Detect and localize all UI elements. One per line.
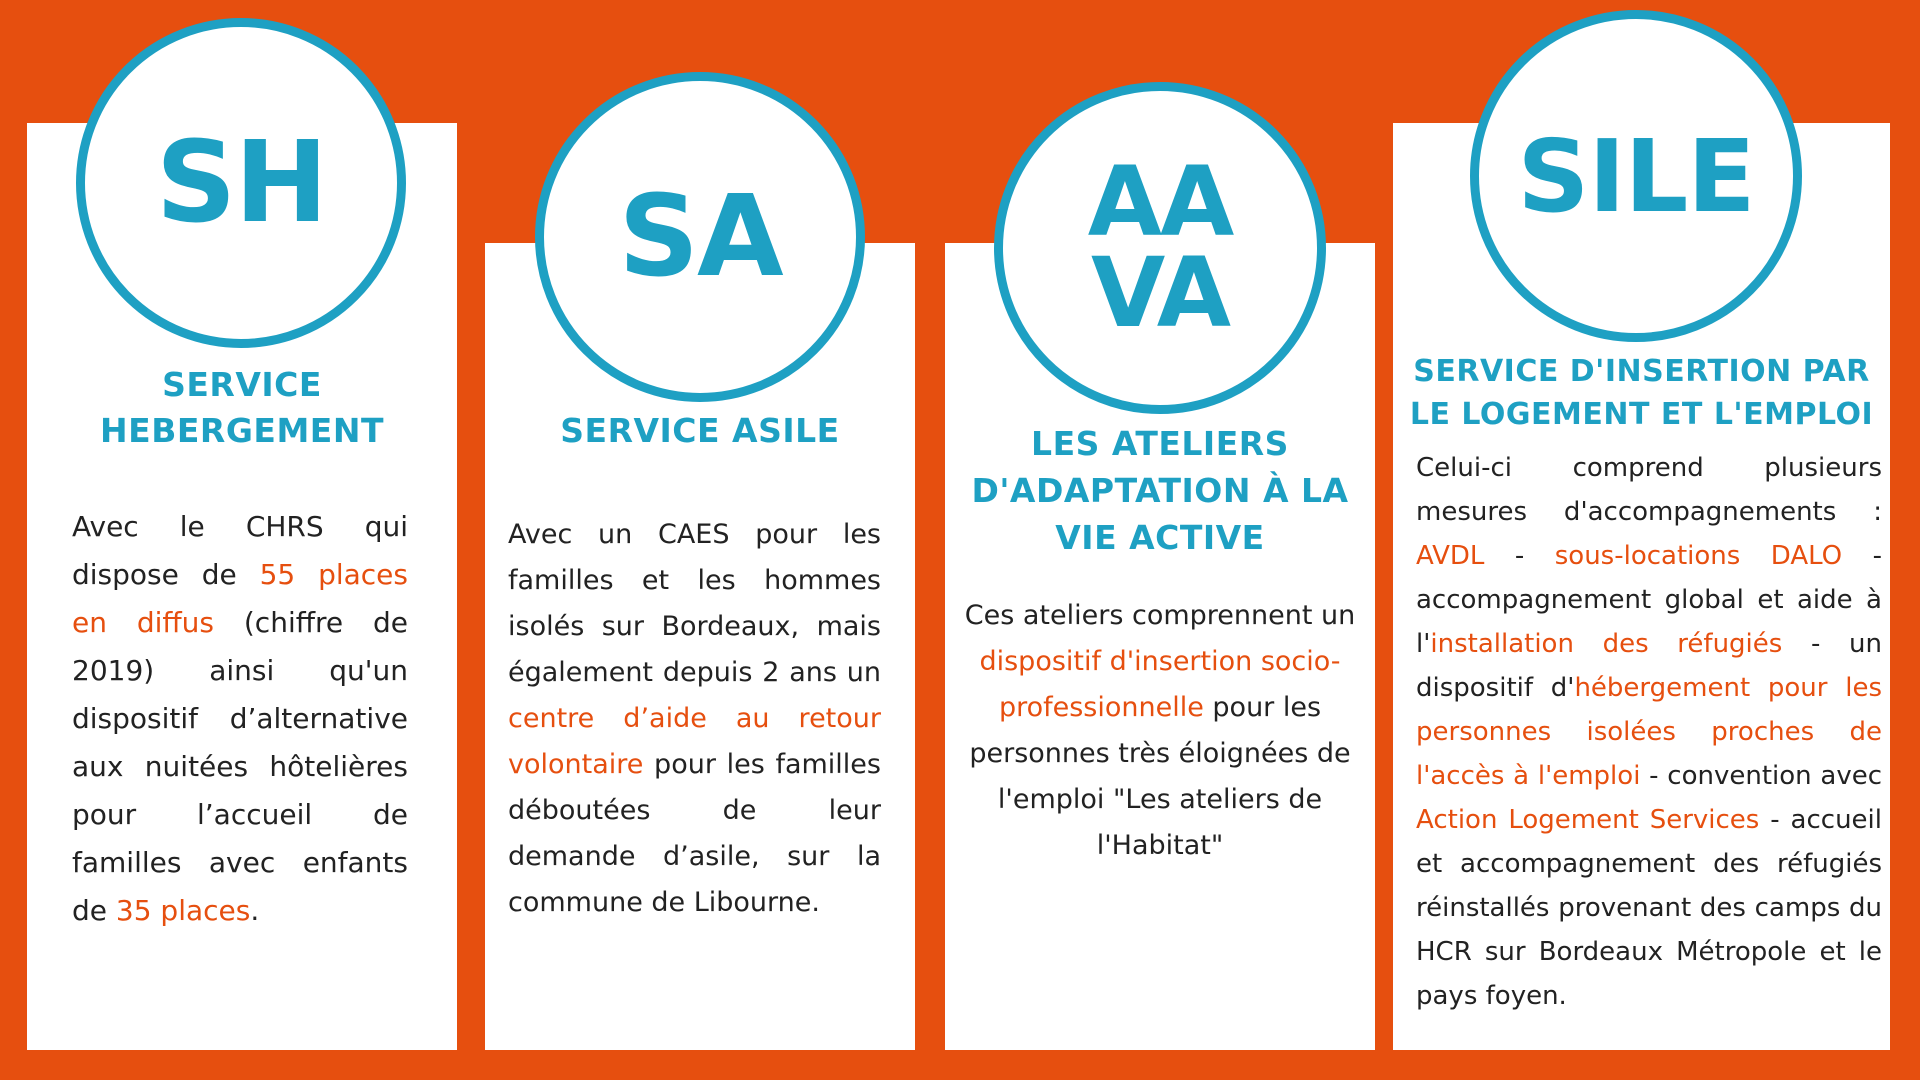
badge-abbr-line: AA xyxy=(1087,145,1233,258)
body-text: pour les personnes très éloignées de l'emploi "Les ateliers de l'Habitat" xyxy=(969,692,1351,861)
highlighted-text: Action Logement Services xyxy=(1416,805,1760,835)
badge-abbr: SA xyxy=(618,171,782,302)
body-text: (chiffre de 2019) ainsi qu'un dispositif d’alternative aux nuitées hôtelières pour l’accueil de familles avec enfants de xyxy=(72,606,408,927)
highlighted-text: 35 places xyxy=(115,894,251,927)
card-description xyxy=(508,512,881,926)
body-text: - convention avec xyxy=(1640,761,1882,791)
badge-abbr: SILE xyxy=(1517,117,1755,235)
body-text: - un dispositif d' xyxy=(1416,629,1882,703)
circle-badge-sile xyxy=(1470,10,1802,342)
title-line: SERVICE ASILE xyxy=(560,411,840,450)
body-text: Ces ateliers comprennent un xyxy=(964,600,1356,631)
body-text: - xyxy=(1484,541,1555,571)
card-title xyxy=(485,408,915,454)
card-description xyxy=(72,503,408,935)
highlighted-text: sous-locations DALO xyxy=(1554,541,1843,571)
card-title xyxy=(27,362,457,454)
body-text: - accueil et accompagnement des réfugiés réinstallés provenant des camps du HCR sur Bordeaux Métropole et le pays foyen. xyxy=(1416,805,1883,1011)
highlighted-text: hébergement pour les personnes isolées proches de l'accès à l'emploi xyxy=(1416,673,1882,791)
body-text: - accompagnement global et aide à l' xyxy=(1416,541,1882,659)
title-line: LES ATELIERS xyxy=(1031,424,1289,463)
badge-abbr-line: VA xyxy=(1090,237,1230,349)
card-description xyxy=(1416,446,1882,1018)
highlighted-text: installation des réfugiés xyxy=(1430,629,1783,659)
circle-badge-aava xyxy=(994,82,1326,414)
badge-abbr: SH xyxy=(155,117,327,248)
title-line: LE LOGEMENT ET L'EMPLOI xyxy=(1409,397,1874,432)
body-text: . xyxy=(250,894,260,927)
highlighted-text: centre d’aide au retour volontaire xyxy=(508,703,881,780)
title-line: VIE ACTIVE xyxy=(1055,518,1265,557)
highlighted-text: AVDL xyxy=(1416,541,1485,571)
title-line: SERVICE xyxy=(162,365,322,404)
circle-badge-sh xyxy=(76,18,406,348)
title-line: SERVICE D'INSERTION PAR xyxy=(1413,354,1870,389)
title-line: D'ADAPTATION À LA xyxy=(971,471,1349,510)
circle-badge-sa xyxy=(535,72,865,402)
card-title xyxy=(1393,350,1890,436)
body-text: pour les familles déboutées de leur demande d’asile, sur la commune de Libourne. xyxy=(508,749,881,918)
highlighted-text: dispositif d'insertion socio-professionnelle xyxy=(979,646,1341,723)
body-text: Avec le CHRS qui dispose de xyxy=(72,510,408,591)
card-title xyxy=(945,420,1375,561)
card-description xyxy=(960,593,1360,869)
title-line: HEBERGEMENT xyxy=(100,411,384,450)
body-text: Avec un CAES pour les familles et les hommes isolés sur Bordeaux, mais également depuis 2 ans un xyxy=(508,519,881,688)
body-text: Celui-ci comprend plusieurs mesures d'accompagnements : xyxy=(1416,453,1882,527)
highlighted-text: 55 places en diffus xyxy=(72,558,408,639)
